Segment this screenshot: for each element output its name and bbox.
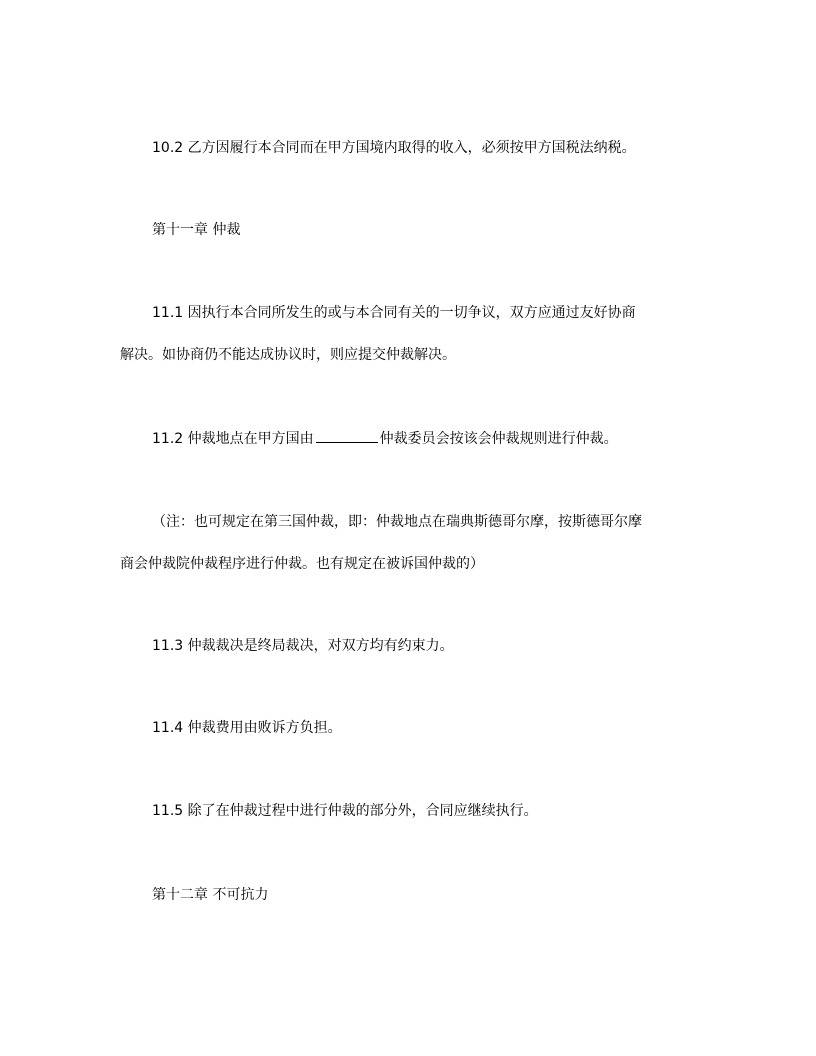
note-line-1: （注：也可规定在第三国仲裁，即：仲裁地点在瑞典斯德哥尔摩，按斯德哥尔摩	[152, 514, 642, 530]
fill-in-blank	[316, 428, 378, 443]
clause-11-1-line-2: 解决。如协商仍不能达成协议时，则应提交仲裁解决。	[120, 347, 456, 363]
clause-10-2: 10.2 乙方因履行本合同而在甲方国境内取得的收入，必须按甲方国税法纳税。	[152, 140, 636, 156]
clause-11-1-line-1: 11.1 因执行本合同所发生的或与本合同有关的一切争议，双方应通过友好协商	[152, 305, 636, 321]
clause-11-3: 11.3 仲裁裁决是终局裁决，对双方均有约束力。	[152, 638, 454, 654]
clause-11-4: 11.4 仲裁费用由败诉方负担。	[152, 720, 342, 736]
chapter-12-heading: 第十二章 不可抗力	[152, 887, 269, 903]
note-line-2: 商会仲裁院仲裁程序进行仲裁。也有规定在被诉国仲裁的）	[120, 556, 484, 572]
clause-11-2-after-blank: 仲裁委员会按该会仲裁规则进行仲裁。	[379, 431, 618, 447]
clause-11-5: 11.5 除了在仲裁过程中进行仲裁的部分外，合同应继续执行。	[152, 803, 538, 819]
clause-11-2-before-blank: 11.2 仲裁地点在甲方国由	[152, 431, 314, 447]
chapter-11-heading: 第十一章 仲裁	[152, 222, 241, 238]
clause-11-2	[120, 428, 732, 449]
